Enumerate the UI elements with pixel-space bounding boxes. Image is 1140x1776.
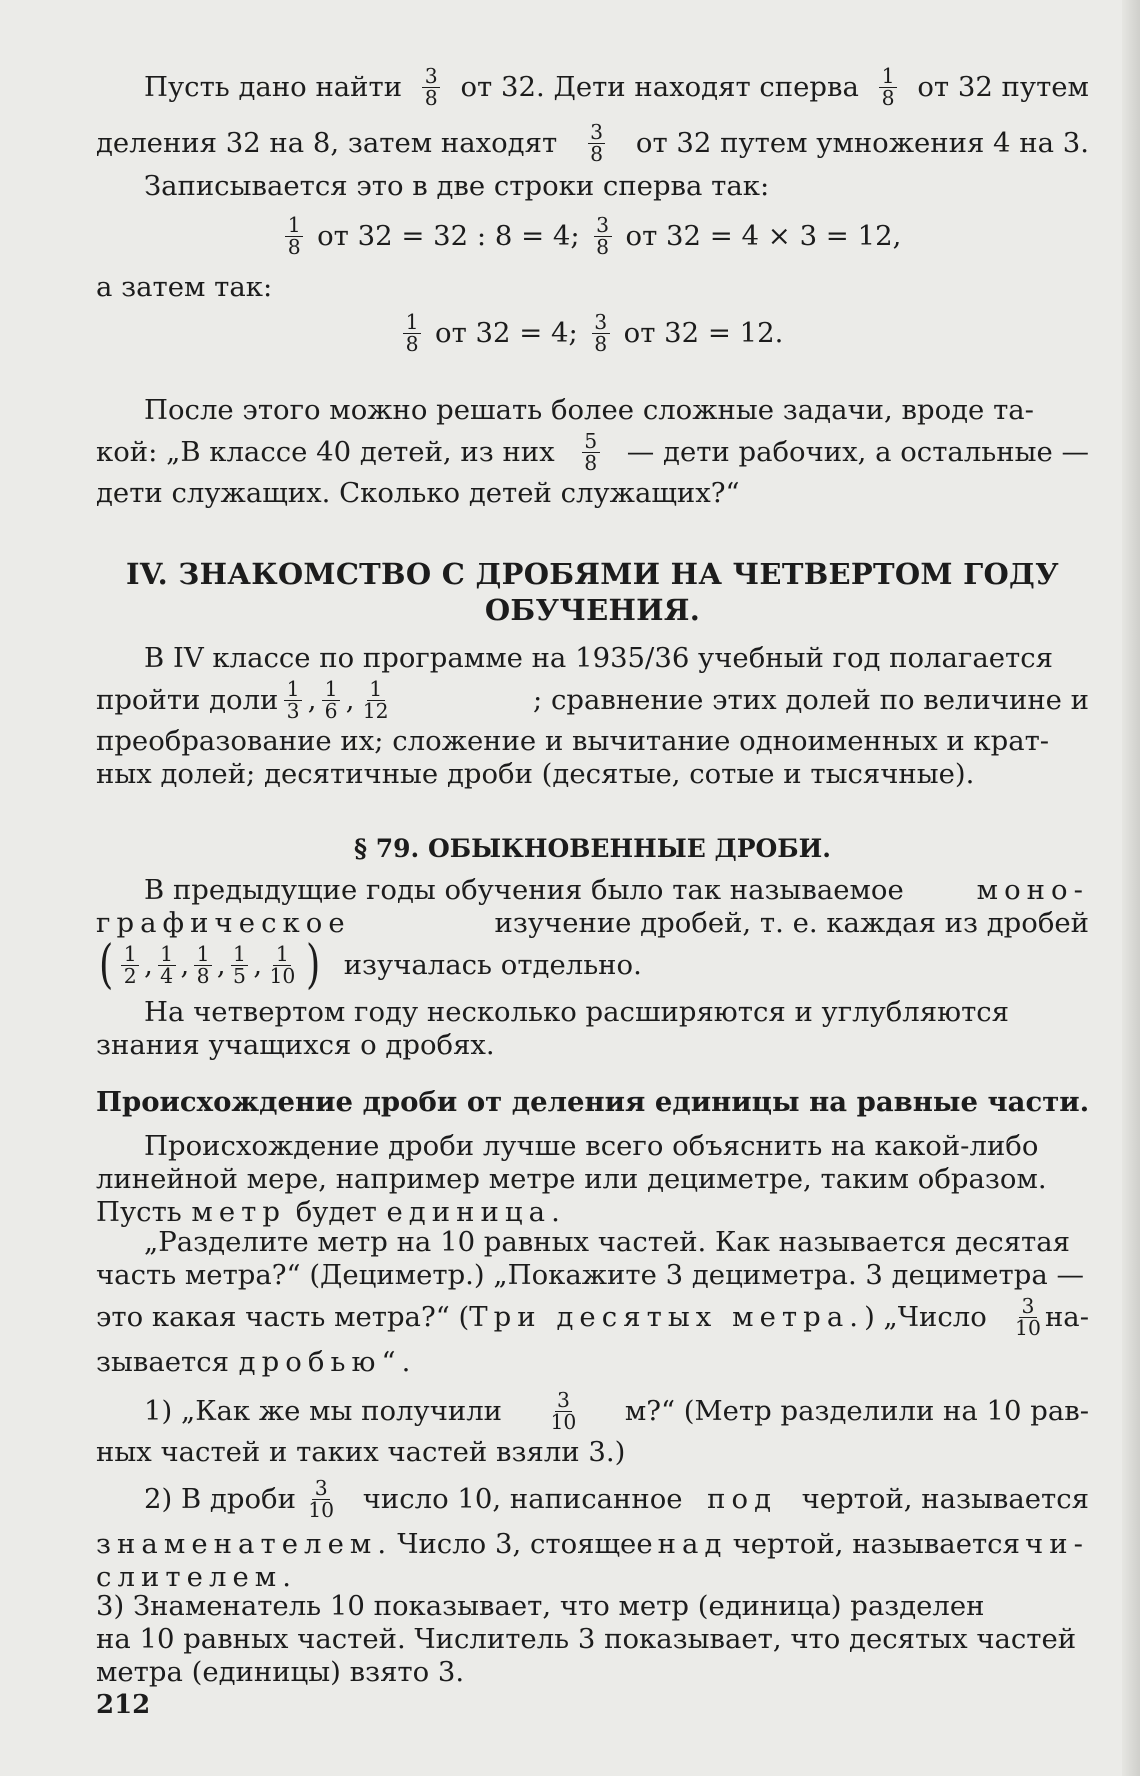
paragraph-2: [96, 170, 1089, 358]
text-line: пройти доли $\frac{1}{3}$ , $\frac{1}{6}$ , $\frac{1}{12}$ ; сравнение этих долей по величине и: [96, 676, 1089, 723]
text-line: После этого можно решать более сложные задачи, вроде та-: [144, 394, 1034, 426]
fraction: $\frac{1}{6}$: [322, 679, 340, 722]
fraction: $\frac{1}{10}$: [269, 941, 296, 988]
fraction: $\frac{3}{8}$: [422, 66, 440, 109]
fraction: $\frac{1}{2}$: [121, 944, 139, 987]
paragraph-6: [96, 996, 1089, 1062]
text-line: зывается дробью“.: [96, 1346, 417, 1378]
section-heading: § 79. ОБЫКНОВЕННЫЕ ДРОБИ.: [353, 834, 831, 863]
page-edge-shadow: [1122, 0, 1140, 1776]
text-line: ных долей; десятичные дроби (десятые, сотые и тысячные).: [96, 758, 975, 790]
text-line: метра (единицы) взято 3.: [96, 1656, 465, 1688]
paragraph-5: [96, 874, 1089, 995]
fraction: $\frac{1}{8}$: [285, 215, 303, 258]
text-line: линейной мере, например метре или дециметре, таким образом.: [96, 1163, 1047, 1195]
text-line: слителем.: [96, 1561, 298, 1593]
text-line: В предыдущие годы обучения было так называемое моно-: [144, 874, 1089, 906]
text-line: это какая часть метра?“ (Три десятых метра.) „Число $\frac{3}{10}$ на-: [96, 1293, 1089, 1340]
fraction: $\frac{3}{8}$: [588, 122, 606, 165]
text-line: На четвертом году несколько расширяются и углубляются: [144, 996, 1010, 1028]
fraction: $\frac{3}{10}$: [550, 1387, 577, 1434]
paragraph-10: [96, 1474, 1089, 1594]
paragraph-9: [96, 1386, 1089, 1469]
page-number: 212: [96, 1690, 151, 1720]
text-line: ных частей и таких частей взяли 3.): [96, 1436, 626, 1468]
equation-2: $\frac{1}{8}$ от 32 = 4; $\frac{3}{8}$ от 32 = 12.: [96, 308, 1089, 358]
text-line: „Разделите метр на 10 равных частей. Как называется десятая: [144, 1226, 1071, 1258]
fraction: $\frac{1}{4}$: [158, 944, 176, 987]
fraction: $\frac{1}{8}$: [403, 312, 421, 355]
chapter-heading: IV. ЗНАКОМСТВО С ДРОБЯМИ НА ЧЕТВЕРТОМ ГОДУ ОБУЧЕНИЯ.: [126, 557, 1059, 627]
text-line: дети служащих. Сколько детей служащих?“: [96, 477, 740, 509]
text-line: Пусть дано найти $\frac{3}{8}$ от 32. Дети находят сперва $\frac{1}{8}$ от 32 путем: [144, 63, 1089, 110]
text-line: 2) В дроби $\frac{3}{10}$ число 10, написанное под чертой, называется: [144, 1475, 1089, 1522]
text-line: знания учащихся о дробях.: [96, 1029, 495, 1061]
text-line: часть метра?“ (Дециметр.) „Покажите 3 дециметра. 3 дециметра —: [96, 1259, 1085, 1291]
paragraph-8: [96, 1226, 1089, 1379]
text-line: В IV классе по программе на 1935/36 учебный год полагается: [144, 642, 1053, 674]
text-line: Пусть метр будет единица.: [96, 1196, 566, 1228]
text-line: ( $\frac{1}{2}$ , $\frac{1}{4}$ , $\frac{1}{8}$ , $\frac{1}{5}$ , $\frac{1}{10}$ ) изучалась отдельно.: [96, 940, 1089, 990]
fraction: $\frac{1}{12}$: [362, 676, 389, 723]
text-line: кой: „В классе 40 детей, из них $\frac{5}{8}$ — дети рабочих, а остальные —: [96, 428, 1089, 475]
fraction: $\frac{5}{8}$: [582, 431, 600, 474]
equation-1: $\frac{1}{8}$ от 32 = 32 : 8 = 4; $\frac{3}{8}$ от 32 = 4 × 3 = 12,: [96, 211, 1089, 261]
paragraph-7: [96, 1130, 1089, 1229]
fraction: $\frac{3}{8}$: [594, 215, 612, 258]
fraction: $\frac{1}{8}$: [879, 66, 897, 109]
text-line: а затем так:: [96, 271, 273, 303]
fraction: $\frac{1}{8}$: [194, 944, 212, 987]
fraction-list: ( $\frac{1}{2}$ , $\frac{1}{4}$ , $\frac{1}{8}$ , $\frac{1}{5}$ , $\frac{1}{10}$ ): [99, 934, 321, 995]
text-line: Записывается это в две строки сперва так:: [144, 170, 770, 202]
text-line: деления 32 на 8, затем находят $\frac{3}{8}$ от 32 путем умножения 4 на 3.: [96, 119, 1089, 166]
text-line: на 10 равных частей. Числитель 3 показывает, что десятых частей: [96, 1623, 1077, 1655]
text-line: графическое изучение дробей, т. е. каждая из дробей: [96, 907, 1089, 939]
fraction: $\frac{3}{10}$: [1015, 1293, 1041, 1340]
text-line: знаменателем. Число 3, стоящее над чертой, называется чи-: [96, 1528, 1089, 1560]
paragraph-3: [96, 394, 1089, 510]
paragraph-1: [96, 62, 1089, 168]
fraction: $\frac{3}{8}$: [592, 312, 610, 355]
text-line: 3) Знаменатель 10 показывает, что метр (единица) разделен: [96, 1590, 985, 1622]
paragraph-11: [96, 1590, 1089, 1689]
subheading: Происхождение дроби от деления единицы на равные части.: [96, 1086, 1090, 1118]
fraction: $\frac{1}{5}$: [231, 944, 249, 987]
paragraph-4: [96, 642, 1089, 791]
text-line: Происхождение дроби лучше всего объяснить на какой-либо: [144, 1130, 1039, 1162]
fraction: $\frac{1}{3}$: [284, 679, 302, 722]
text-line: 1) „Как же мы получили $\frac{3}{10}$ м?“ (Метр разделили на 10 рав-: [144, 1387, 1089, 1434]
text-line: преобразование их; сложение и вычитание одноименных и крат-: [96, 725, 1050, 757]
fraction: $\frac{3}{10}$: [308, 1475, 335, 1522]
